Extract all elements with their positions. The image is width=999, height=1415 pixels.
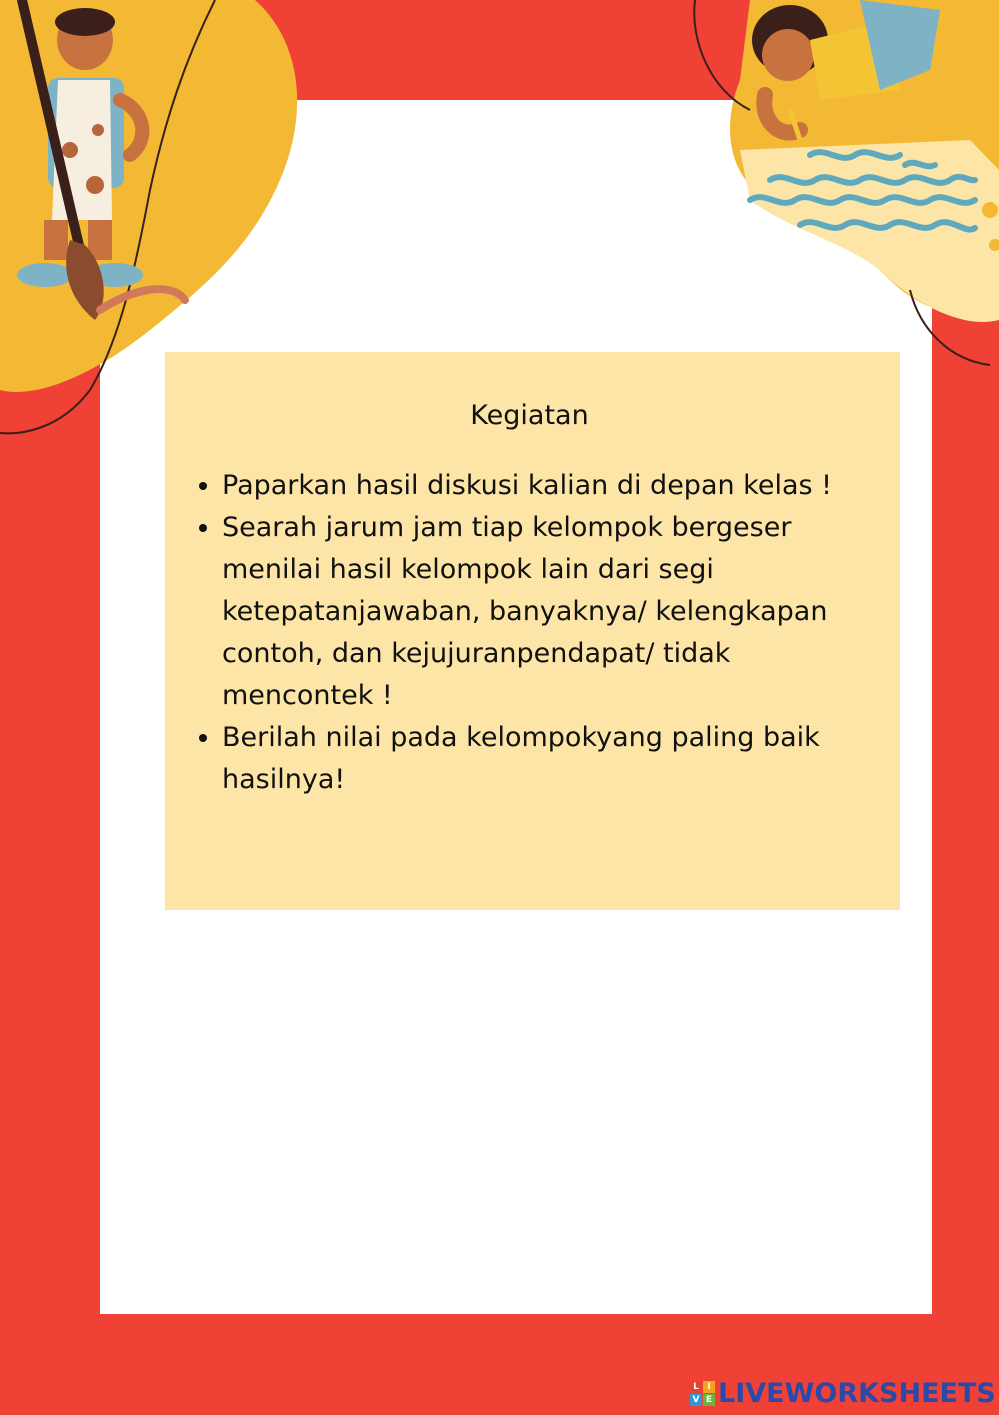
card-title: Kegiatan xyxy=(470,400,589,431)
list-item: • Searah jarum jam tiap kelompok bergeser menilai hasil kelompok lain dari segi ketepatanjawaban, banyaknya/ kelengkapan contoh, dan kejujuranpendapat/ tidak mencontek ! xyxy=(222,507,870,717)
liveworksheets-logo xyxy=(690,1376,996,1410)
task-list xyxy=(189,465,870,801)
child-writing-illustration xyxy=(690,0,999,370)
list-item: • Paparkan hasil diskusi kalian di depan kelas ! xyxy=(222,465,870,507)
activity-card xyxy=(165,352,900,910)
brand-name: LIVEWORKSHEETS xyxy=(718,1377,996,1409)
list-item: • Berilah nilai pada kelompokyang paling baik hasilnya! xyxy=(222,717,870,801)
brand-mark-icon: L I V E xyxy=(690,1381,715,1406)
